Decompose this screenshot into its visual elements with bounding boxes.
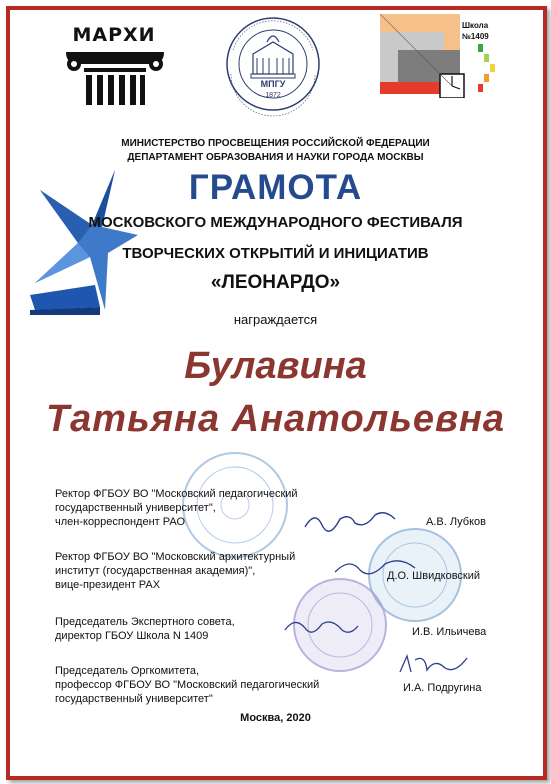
signatory-4-name: И.А. Подругина — [403, 682, 482, 694]
ministry-line-2: ДЕПАРТАМЕНТ ОБРАЗОВАНИЯ И НАУКИ ГОРОДА МОСКВЫ — [127, 152, 424, 163]
signatory-3-name: И.В. Ильичева — [412, 626, 487, 638]
school-label — [462, 20, 489, 42]
university-seal-icon — [223, 14, 323, 120]
festival-line-2: ТВОРЧЕСКИХ ОТКРЫТИЙ И ИНИЦИАТИВ — [122, 245, 429, 262]
signatory-1-title: Ректор ФГБОУ ВО "Московский педагогический государственный университет", член-корреспондент РАО — [55, 488, 298, 528]
mpgu-logo — [223, 14, 323, 120]
certificate-title: ГРАМОТА — [188, 168, 363, 207]
festival-name: «ЛЕОНАРДО» — [210, 272, 341, 293]
ministry-line-1: МИНИСТЕРСТВО ПРОСВЕЩЕНИЯ РОССИЙСКОЙ ФЕДЕРАЦИИ — [121, 138, 430, 149]
school-1409-logo — [380, 14, 510, 98]
mpgu-year: 1872 — [265, 92, 281, 99]
signatory-2-name: Д.О. Швидковский — [387, 570, 481, 582]
signature-podrugina-icon — [395, 650, 475, 680]
signatory-1-name: А.В. Лубков — [426, 516, 487, 528]
signatory-3-title: Председатель Экспертного совета, директор ГБОУ Школа N 1409 — [55, 616, 235, 642]
mpgu-logo-text: МПГУ — [260, 79, 286, 89]
recipient-given-names: Татьяна Анатольевна — [45, 398, 506, 440]
marhi-logo — [60, 24, 170, 108]
signature-ilyicheva-icon — [280, 612, 360, 642]
awarded-label: награждается — [233, 312, 318, 327]
column-icon — [60, 24, 170, 108]
festival-line-1: МОСКОВСКОГО МЕЖДУНАРОДНОГО ФЕСТИВАЛЯ — [88, 214, 463, 231]
marhi-logo-text: МАРХИ — [72, 24, 156, 46]
recipient-surname: Булавина — [184, 345, 367, 387]
school-label-line2: №1409 — [462, 32, 489, 41]
signature-lubkov-icon — [300, 505, 400, 535]
school-emblem-icon — [380, 14, 510, 98]
signatory-2-title: Ректор ФГБОУ ВО "Московский архитектурный институт (государственная академия)", вице-президент РАХ — [55, 551, 296, 591]
signatory-4-title: Председатель Оргкомитета, профессор ФГБОУ ВО "Московский педагогический государственный университет" — [55, 665, 320, 705]
school-label-line1: Школа — [462, 21, 489, 30]
place-date: Москва, 2020 — [240, 712, 311, 724]
